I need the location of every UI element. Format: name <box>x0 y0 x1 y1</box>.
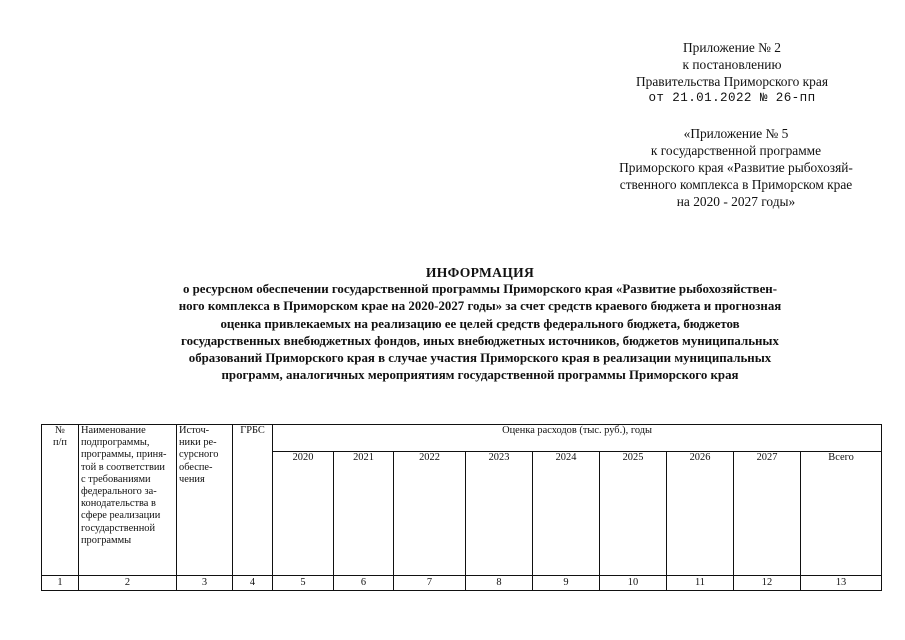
header-year: 2023 <box>466 452 533 576</box>
header-name-line: конодательства в <box>81 498 156 510</box>
header-resource-source <box>177 425 233 576</box>
appendix-5-line: на 2020 - 2027 годы» <box>676 194 796 209</box>
column-number: 8 <box>466 576 533 591</box>
title-line: образований Приморского края в случае участия Приморского края в реализации муниципальных <box>188 351 772 366</box>
header-expense-estimate: Оценка расходов (тыс. руб.), годы <box>273 425 882 452</box>
column-number: 13 <box>801 576 882 591</box>
header-name-line: Наименование <box>81 425 146 436</box>
column-number: 11 <box>667 576 734 591</box>
column-numbers-row <box>42 576 882 591</box>
decree-date-number: от 21.01.2022 № 26-пп <box>648 91 816 105</box>
header-source-line: обеспе- <box>179 461 213 473</box>
header-number-line: № <box>55 425 65 436</box>
title-line: государственных внебюджетных фондов, иных внебюджетных источников, бюджетов муниципальных <box>181 333 779 348</box>
column-number: 4 <box>233 576 273 591</box>
appendix-5-header <box>596 125 876 210</box>
header-source-line: сурсного <box>179 449 219 461</box>
header-year: 2021 <box>334 452 394 576</box>
header-name-line: программы <box>81 534 132 546</box>
appendix-2-line: Правительства Приморского края <box>636 74 828 89</box>
column-number: 5 <box>273 576 334 591</box>
header-grbs: ГРБС <box>233 425 273 576</box>
header-name-line: той в соответствии <box>81 461 165 473</box>
title-line: оценка привлекаемых на реализацию ее целей средств федерального бюджета, бюджетов <box>220 316 740 331</box>
column-number: 10 <box>600 576 667 591</box>
header-source-line: ники ре- <box>179 437 217 449</box>
appendix-5-line: ственного комплекса в Приморском крае <box>619 177 853 192</box>
title-heading: ИНФОРМАЦИЯ <box>425 265 535 280</box>
header-year: 2022 <box>394 452 466 576</box>
header-year: 2020 <box>273 452 334 576</box>
header-name-line: программы, приня- <box>81 449 167 461</box>
title-line: программ, аналогичных мероприятиям государственной программы Приморского края <box>221 368 739 383</box>
header-name-line: сфере реализации <box>81 510 161 522</box>
header-source-line: Источ- <box>179 425 210 436</box>
document-title <box>100 264 860 384</box>
header-name-line: федерального за- <box>81 486 157 498</box>
appendix-5-line: к государственной программе <box>650 143 822 158</box>
header-program-name <box>79 425 177 576</box>
header-number-line: п/п <box>52 437 67 449</box>
column-number: 6 <box>334 576 394 591</box>
column-number: 1 <box>42 576 79 591</box>
header-year: 2026 <box>667 452 734 576</box>
column-number: 3 <box>177 576 233 591</box>
appendix-5-line: Приморского края «Развитие рыбохозяй- <box>619 160 853 175</box>
appendix-2-header <box>612 39 852 107</box>
header-year: 2025 <box>600 452 667 576</box>
column-number: 7 <box>394 576 466 591</box>
header-source-line: чения <box>179 473 205 485</box>
header-name-line: государственной <box>81 522 156 534</box>
appendix-5-line: «Приложение № 5 <box>683 126 789 141</box>
column-number: 12 <box>734 576 801 591</box>
appendix-2-line: Приложение № 2 <box>682 40 782 55</box>
header-year-total: Всего <box>801 452 882 576</box>
column-number: 2 <box>79 576 177 591</box>
resource-table <box>41 424 882 591</box>
column-number: 9 <box>533 576 600 591</box>
title-line: ного комплекса в Приморском крае на 2020-2027 годы» за счет средств краевого бюджета и прогнозная <box>178 299 782 314</box>
title-line: о ресурсном обеспечении государственной программы Приморского края «Развитие рыбохозяйствен- <box>182 282 778 297</box>
header-name-line: с требованиями <box>81 473 151 485</box>
appendix-2-line: к постановлению <box>682 57 782 72</box>
header-year: 2027 <box>734 452 801 576</box>
header-number <box>42 425 79 576</box>
header-name-line: подпрограммы, <box>81 437 150 449</box>
header-year: 2024 <box>533 452 600 576</box>
